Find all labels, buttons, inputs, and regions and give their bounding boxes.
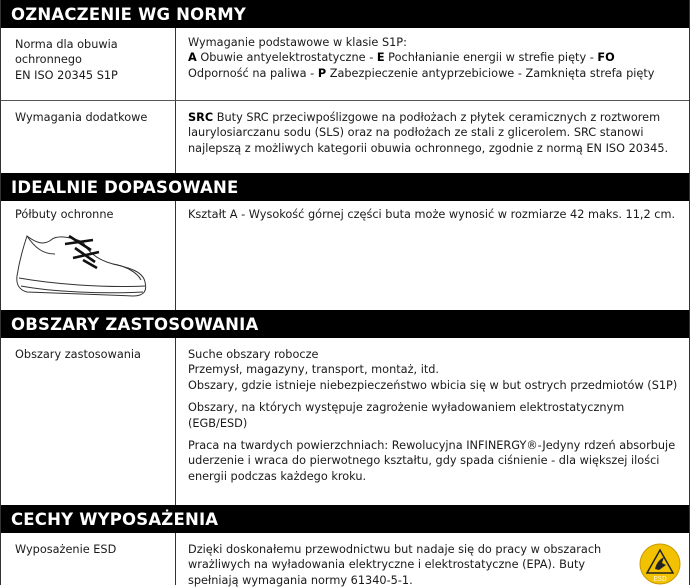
low-shoe-icon [13,228,148,303]
code-p: P [317,66,327,80]
row-label [1,201,176,310]
row-zastosowanie [1,338,689,505]
requirements-text [188,50,679,81]
text-fo: Odporność na paliwa - [188,66,318,80]
section-header-norma: OZNACZENIE WG NORMY [1,0,689,28]
label-text: Półbuty ochronne [15,208,114,221]
row-value: Kształt A - Wysokość górnej części buta może wynosić w rozmiarze 42 maks. 11,2 cm. [188,208,676,221]
esd-text: Dzięki doskonałemu przewodnictwu but nadaje się do pracy w obszarach wrażliwych na wyładowania elektryczne i elektrostatyczne (EPA). Buty spełniają wymagania normy 61340-5-1. [188,543,602,587]
text-e: Pochłanianie energii w strefie pięty - [384,51,598,65]
row-dopasowanie [1,201,689,310]
label-line: EN ISO 20345 S1P [15,68,118,82]
code-fo: FO [597,51,615,65]
row-norma [1,28,689,101]
row-dodatkowe [1,101,689,173]
row-label: Obszary zastosowania [1,338,176,505]
label-line: ochronnego [15,53,82,67]
code-e: E [376,51,385,65]
row-label: Wyposażenie ESD [1,533,176,585]
esd-badge-text: ESD [653,576,667,583]
text-p: Zabezpieczenie antyprzebiciowe - Zamknięta strefa pięty [326,66,655,80]
label-line: Norma dla obuwia [15,38,118,51]
src-text [188,110,679,156]
code-src: SRC [188,111,214,124]
section-header-wyposazenie: CECHY WYPOSAŻENIA [1,505,689,533]
text-line: Obszary, gdzie istnieje niebezpieczeństwo wbicia się w but ostrych przedmiotów (S1P) [188,378,678,392]
row-wyposazenie [1,533,689,585]
text-paragraph: Obszary, na których występuje zagrożenie wyładowaniem elektrostatycznym (EGB/ESD) [188,401,625,430]
row-value [176,101,689,173]
esd-badge-icon [639,543,681,585]
row-value [176,338,689,505]
text-paragraph: Praca na twardych powierzchniach: Rewolucyjna INFINERGY®-Jedyny rdzeń absorbuje uderzenie i wraca do pierwotnego kształtu, gdy spada ciśnienie - dla większej ilości energii podczas każdego kroku. [188,439,676,483]
row-value [176,533,689,585]
row-label: Wymagania dodatkowe [1,101,176,173]
section-header-dopasowanie: IDEALNIE DOPASOWANE [1,173,689,201]
row-label [1,28,176,100]
text-line: Suche obszary robocze [188,348,319,361]
code-a: A [188,51,197,65]
text-a: Obuwie antyelektrostatyczne - [196,51,377,65]
section-header-zastosowanie: OBSZARY ZASTOSOWANIA [1,310,689,338]
intro-text: Wymaganie podstawowe w klasie S1P: [188,36,407,49]
text-line: Przemysł, magazyny, transport, montaż, itd. [188,363,440,377]
row-value [176,28,689,100]
src-desc: Buty SRC przeciwpoślizgowe na podłożach z płytek ceramicznych z roztworem laurylosiarczanu sodu (SLS) oraz na podłożach ze stali z glicerolem. SRC stanowi najlepszą z możliwych kategorii obuwia ochronnego, zgodnie z normą EN ISO 20345. [188,111,669,155]
